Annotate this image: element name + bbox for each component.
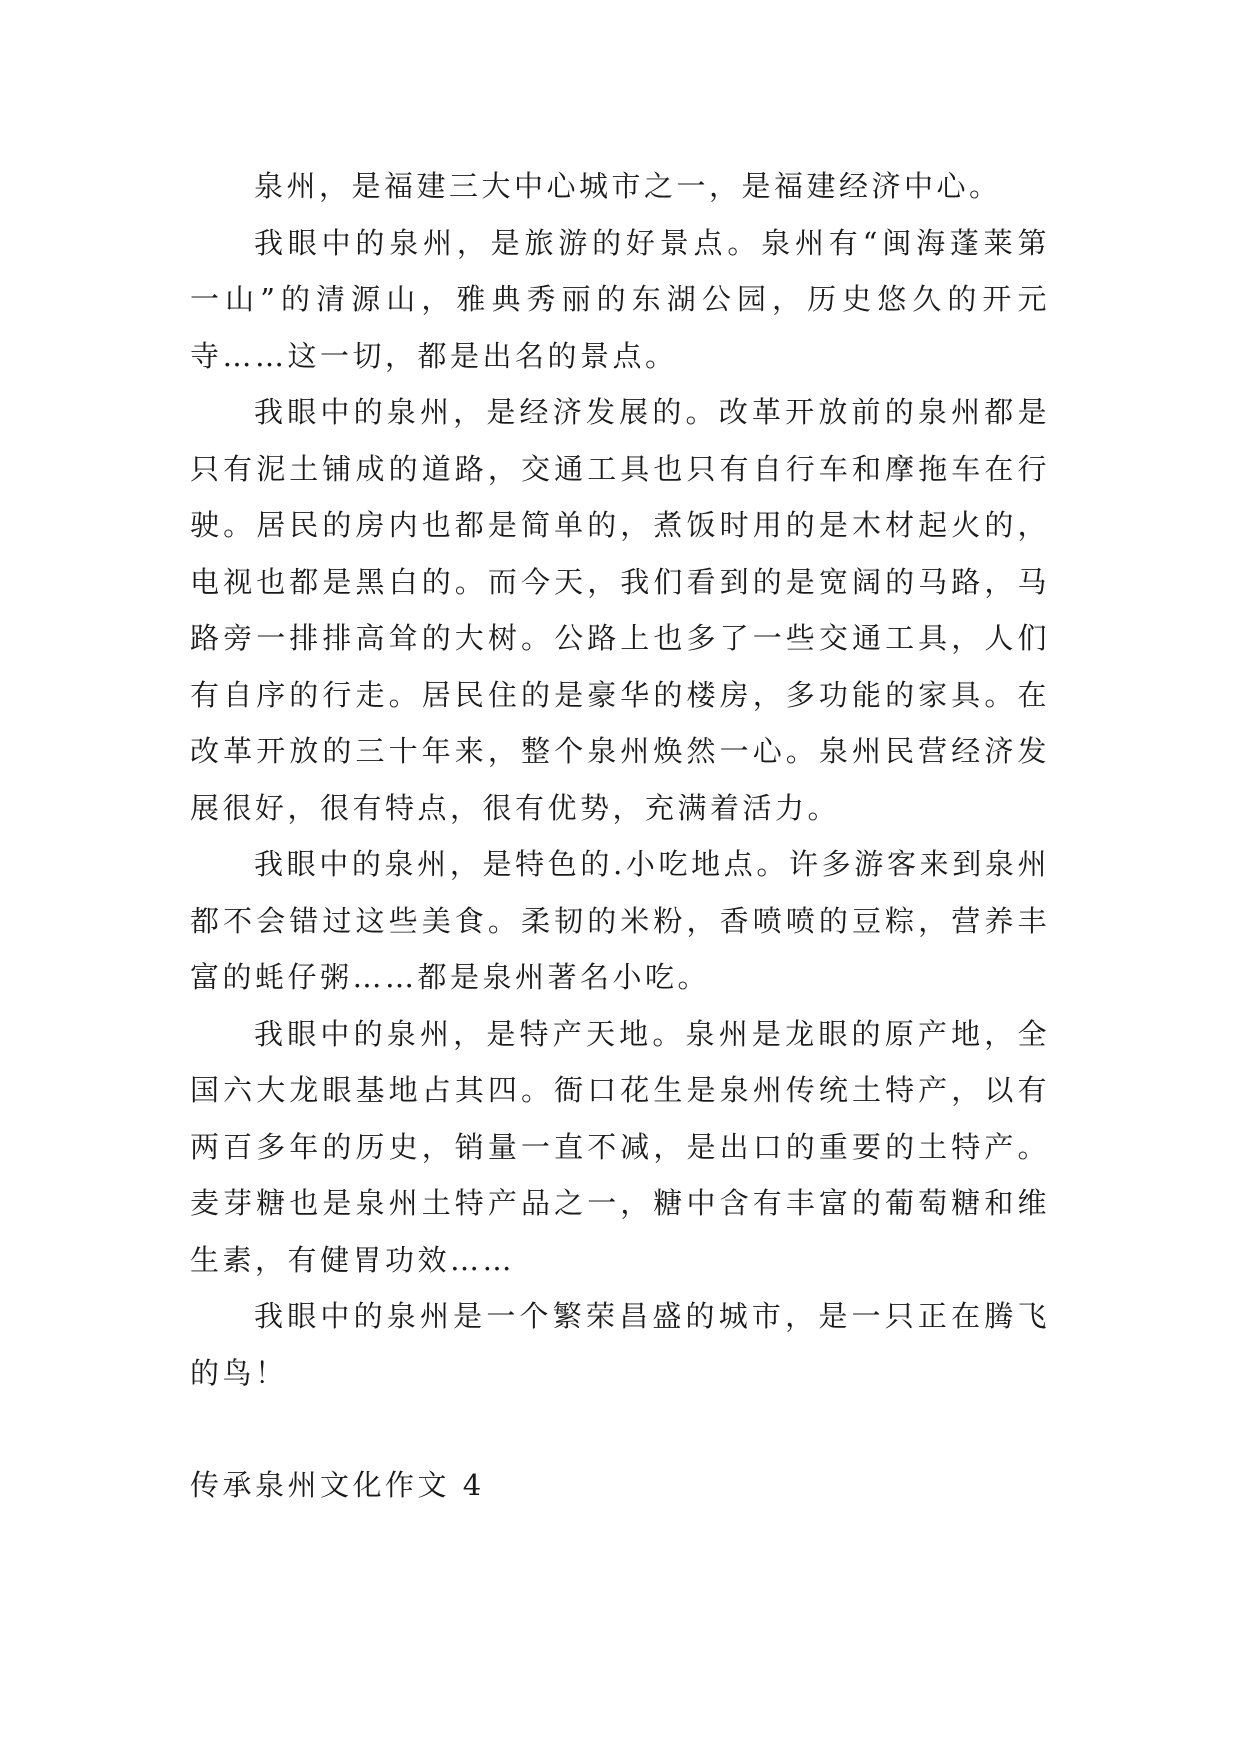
document-body [190, 158, 1050, 1514]
paragraph-intro: 泉州，是福建三大中心城市之一，是福建经济中心。 [254, 169, 1002, 203]
section-spacer [190, 1401, 1050, 1457]
paragraph-snacks: 我眼中的泉州，是特色的.小吃地点。许多游客来到泉州都不会错过这些美食。柔韧的米粉，香喷喷的豆粽，营养丰富的蚝仔粥……都是泉州著名小吃。 [190, 847, 1050, 994]
next-essay-heading: 传承泉州文化作文 4 [190, 1468, 485, 1502]
paragraph-economy: 我眼中的泉州，是经济发展的。改革开放前的泉州都是只有泥土铺成的道路，交通工具也只有自行车和摩拖车在行驶。居民的房内也都是简单的，煮饭时用的是木材起火的，电视也都是黑白的。而今天，我们看到的是宽阔的马路，马路旁一排排高耸的大树。公路上也多了一些交通工具，人们有自序的行走。居民住的是豪华的楼房，多功能的家具。在改革开放的三十年来，整个泉州焕然一心。泉州民营经济发展很好，很有特点，很有优势，充满着活力。 [190, 395, 1050, 825]
paragraph-conclusion: 我眼中的泉州是一个繁荣昌盛的城市，是一只正在腾飞的鸟！ [190, 1299, 1050, 1390]
paragraph-specialties: 我眼中的泉州，是特产天地。泉州是龙眼的原产地，全国六大龙眼基地占其四。衙口花生是泉州传统土特产，以有两百多年的历史，销量一直不减，是出口的重要的土特产。麦芽糖也是泉州土特产品之一，糖中含有丰富的葡萄糖和维生素，有健胃功效…… [190, 1016, 1050, 1277]
paragraph-tourism: 我眼中的泉州，是旅游的好景点。泉州有“闽海蓬莱第一山”的清源山，雅典秀丽的东湖公园，历史悠久的开元寺……这一切，都是出名的景点。 [190, 225, 1050, 373]
